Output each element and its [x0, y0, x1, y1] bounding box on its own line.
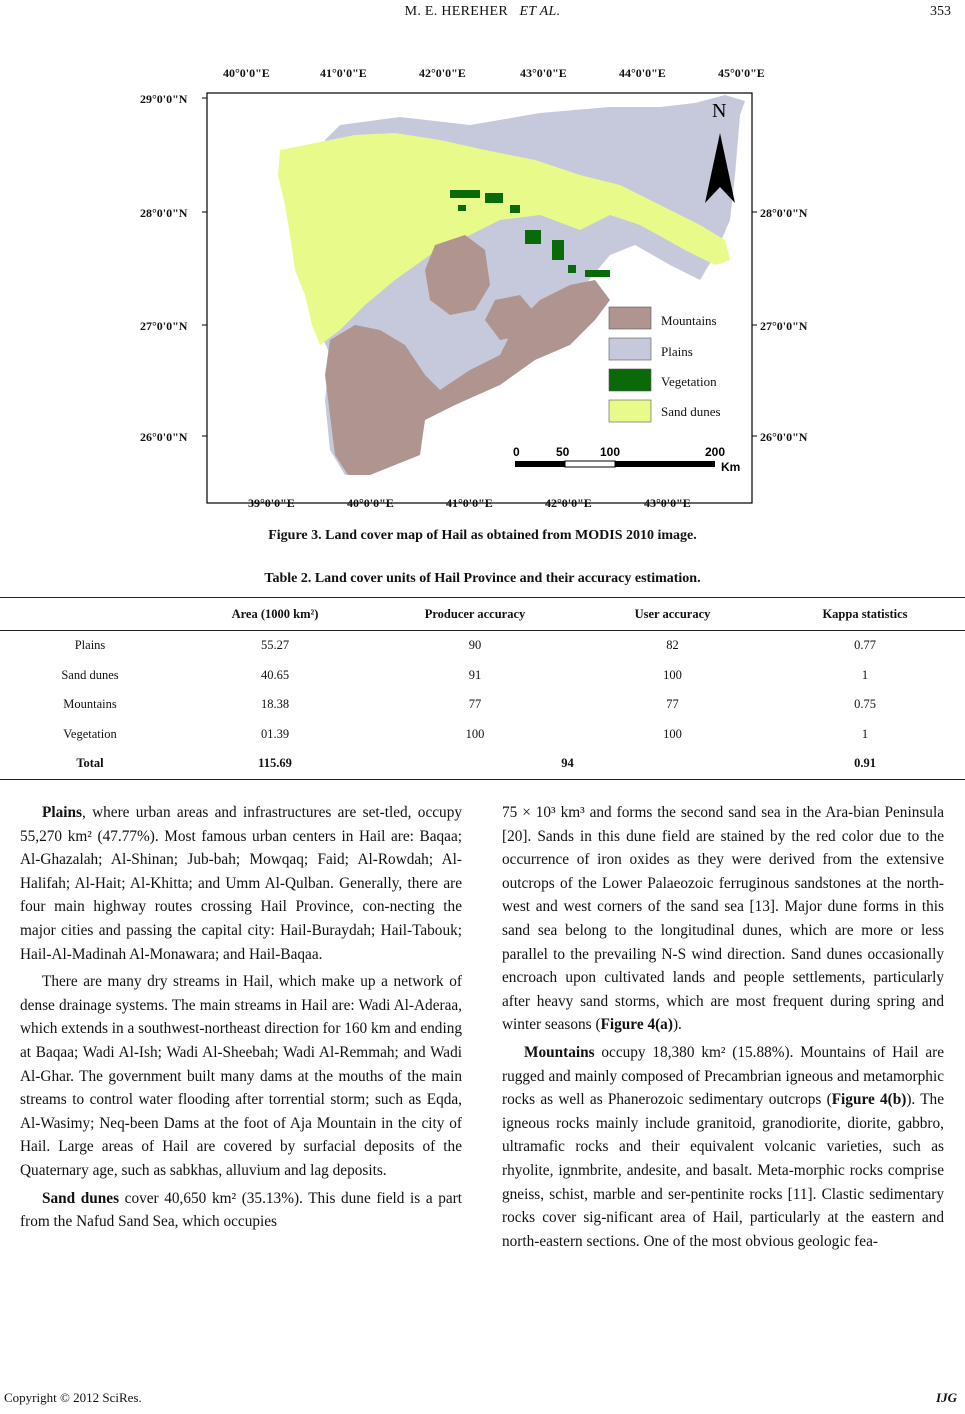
table-header-row — [0, 598, 965, 631]
paragraph-sand-sea: 75 × 10³ km³ and forms the second sand sea in the Ara-bian Peninsula [20]. Sands in this dune field are stained by the red color due to the occurrence of iron oxides as they were derived from the extensive outcrops of the Lower Palaeozoic ferruginous sandstones at the north-west and west corners of the sand sea [13]. Major dune forms in this sand sea belong to the longitudinal dunes, which are more or less parallel to the prevailing N-S wind direction. Sand dunes occasionally encroach upon cultivated lands and people settlements, particularly after heavy sand storms, which are most frequent during spring and winter seasons (Figure 4(a)). — [502, 804, 944, 1034]
table-header — [0, 598, 180, 631]
left-label: 29°0'0"N — [140, 92, 188, 106]
table-header: Area (1000 km²) — [180, 598, 370, 631]
table-row — [0, 720, 965, 750]
left-label: 28°0'0"N — [140, 206, 188, 220]
top-label: 43°0'0"E — [520, 66, 567, 80]
accuracy-table — [0, 597, 965, 780]
table-cell: 82 — [666, 638, 679, 653]
svg-text:100: 100 — [600, 445, 621, 459]
bottom-label: 42°0'0"E — [545, 496, 592, 510]
legend-label: Mountains — [661, 313, 717, 328]
right-column — [502, 801, 944, 1253]
right-label: 27°0'0"N — [760, 319, 808, 333]
total-area: 115.69 — [180, 749, 370, 779]
table-cell: Plains — [74, 638, 106, 653]
table-header: Kappa statistics — [765, 598, 965, 631]
table-cell: 91 — [468, 667, 482, 682]
page-footer — [4, 1390, 959, 1406]
table-cell: 18.38 — [260, 697, 290, 712]
table-cell: 77 — [666, 697, 679, 712]
table-cell: 55.27 — [260, 638, 290, 653]
legend-label: Plains — [661, 344, 693, 359]
table-cell: 1 — [861, 726, 869, 741]
bottom-label: 43°0'0"E — [644, 496, 691, 510]
page-number: 353 — [930, 4, 951, 19]
table-cell: 100 — [663, 726, 682, 741]
table-2-caption: Table 2. Land cover units of Hail Province and their accuracy estimation. — [264, 571, 701, 586]
table-row — [0, 661, 965, 691]
journal-abbrev: IJG — [936, 1390, 957, 1405]
top-label: 41°0'0"E — [320, 66, 367, 80]
table-cell: 0.75 — [854, 697, 876, 712]
paragraph-sand-dunes: Sand dunes cover 40,650 km² (35.13%). This dune field is a part from the Nafud Sand Sea, which occupies — [20, 1189, 463, 1231]
svg-text:200: 200 — [705, 445, 726, 459]
total-overall-accuracy: 94 — [370, 749, 765, 779]
table-cell: 77 — [468, 697, 482, 712]
left-label: 27°0'0"N — [140, 319, 188, 333]
table-cell: 1 — [861, 667, 869, 682]
paragraph-streams: There are many dry streams in Hail, which make up a network of dense drainage systems. The main streams in Hail are: Wadi Al-Aderaa, which extends in a southwest-northeast direction for 160 km and ending at Baqaa; Wadi Al-Ish; Wadi Al-Sheebah; Wadi Al-Remmah; and Wadi Al-Ghar. The government built many dams at the mouths of the main streams to control water flooding after torrential storm; such as Eqda, Al-Wasimy; Neq-been Dams at the foot of Aja Mountain in the city of Hail. Large areas of Hail are covered by surfacial deposits of the Quaternary age, such as sabkhas, alluvium and lag deposits. — [20, 973, 462, 1179]
table-cell: Mountains — [63, 697, 117, 712]
top-label: 42°0'0"E — [419, 66, 466, 80]
running-title: M. E. HEREHER ET AL. — [404, 4, 561, 19]
figure-3-caption: Figure 3. Land cover map of Hail as obtained from MODIS 2010 image. — [268, 528, 697, 543]
north-label: N — [712, 100, 727, 122]
right-label: 28°0'0"N — [760, 206, 808, 220]
paragraph-mountains: Mountains occupy 18,380 km² (15.88%). Mountains of Hail are rugged and mainly composed of Precambrian igneous and metamorphic rocks as well as Phanerozoic sedimentary outcrops (Figure 4(b)). The igneous rocks mainly include granitoid, granodiorite, diorite, gabbro, ultramafic rocks and their equivalent volcanic varieties, such as rhyolite, ignmbrite, andesite, and basalt. Meta-morphic rocks comprise gneiss, schist, marble and ser-pentinite rocks [11]. Clastic sedimentary rocks cover sig-nificant area of Hail, particularly at the eastern and north-eastern sections. One of the most obvious geologic fea- — [502, 1043, 944, 1250]
bottom-label: 41°0'0"E — [446, 496, 493, 510]
legend-label: Sand dunes — [661, 404, 721, 419]
bottom-label: 39°0'0"E — [248, 496, 295, 510]
table-total-row — [0, 749, 965, 779]
legend-swatch-mountains — [609, 307, 651, 329]
svg-text:Km: Km — [721, 460, 741, 474]
total-kappa: 0.91 — [765, 749, 965, 779]
right-label: 26°0'0"N — [760, 430, 808, 444]
copyright: Copyright © 2012 SciRes. — [4, 1390, 142, 1405]
legend-swatch-sand-dunes — [609, 400, 651, 422]
table-cell: 01.39 — [260, 726, 290, 741]
total-label: Total — [0, 749, 180, 779]
top-label: 45°0'0"E — [718, 66, 765, 80]
table-cell: 100 — [465, 726, 485, 741]
top-label: 44°0'0"E — [619, 66, 666, 80]
left-label: 26°0'0"N — [140, 430, 188, 444]
left-column — [20, 801, 462, 1234]
table-cell: 0.77 — [854, 638, 876, 653]
table-cell: 90 — [468, 638, 482, 653]
table-header: User accuracy — [580, 598, 765, 631]
table-cell: 40.65 — [260, 667, 290, 682]
table-cell: 100 — [663, 667, 682, 682]
svg-text:50: 50 — [556, 445, 570, 459]
svg-text:0: 0 — [513, 445, 520, 459]
table-cell: Vegetation — [63, 726, 117, 741]
table-row — [0, 631, 965, 661]
table-row — [0, 690, 965, 720]
table-cell: Sand dunes — [61, 667, 119, 682]
bottom-label: 40°0'0"E — [347, 496, 394, 510]
land-cover-map — [140, 55, 825, 515]
legend-swatch-vegetation — [609, 369, 651, 391]
top-label: 40°0'0"E — [223, 66, 270, 80]
legend-swatch-plains — [609, 338, 651, 360]
legend-label: Vegetation — [661, 374, 717, 389]
running-header — [0, 2, 965, 24]
table-header: Producer accuracy — [370, 598, 580, 631]
paragraph-plains: Plains, where urban areas and infrastructures are set-tled, occupy 55,270 km² (47.77%). Most famous urban centers in Hail are: Baqaa; Al-Ghazalah; Al-Shinan; Jub-bah; Mowqaq; Faid; Al-Rowdah; Al-Halifah; Al-Hait; Al-Khitta; and Umm Al-Qulban. Generally, there are four main highway routes crossing Hail Province, con-necting the major cities and passing the capital city: Hail-Buraydah; Hail-Tabouk; Hail-Al-Madinah Al-Monawara; and Hail-Baqaa. — [20, 804, 462, 963]
